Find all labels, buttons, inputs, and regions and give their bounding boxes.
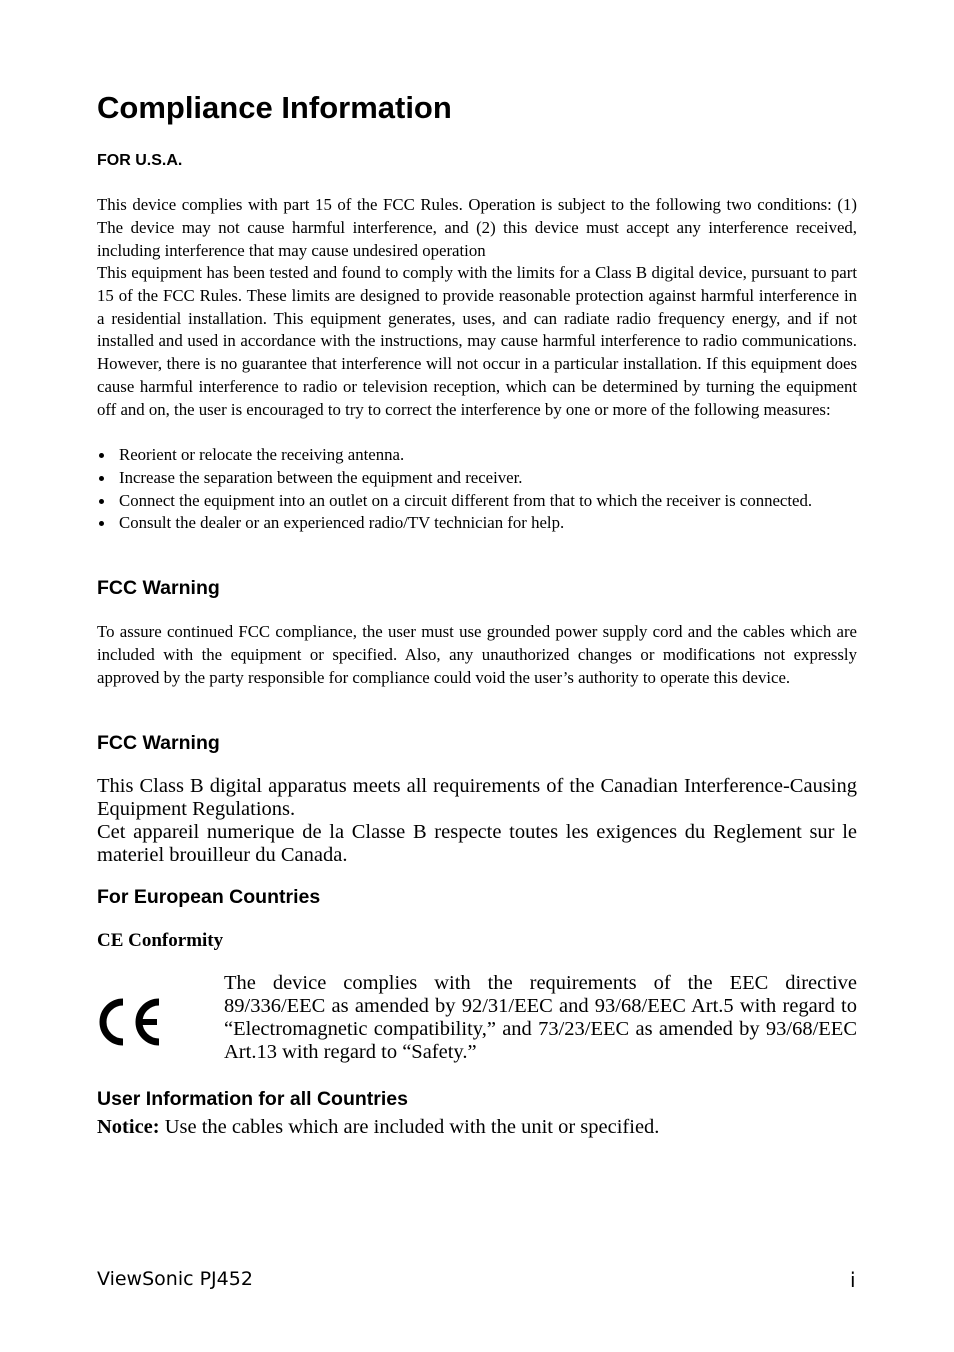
ce-mark-icon <box>97 996 163 1048</box>
fcc-warning-heading-1: FCC Warning <box>97 577 220 599</box>
europe-heading: For European Countries <box>97 886 321 908</box>
usa-paragraph-1: This device complies with part 15 of the FCC Rules. Operation is subject to the following two conditions: (1) The device may not cause harmful interference, and (2) this device must accept any interference received, including interference that may cause undesired operation <box>97 195 857 260</box>
list-item: Increase the separation between the equipment and receiver. <box>97 467 857 490</box>
measures-list <box>97 444 857 535</box>
footer-model: ViewSonic PJ452 <box>97 1268 253 1290</box>
usa-paragraph-2: This equipment has been tested and found to comply with the limits for a Class B digital device, pursuant to part 15 of the FCC Rules. These limits are designed to provide reasonable protection against harmful interference in a residential installation. This equipment generates, uses, and can radiate radio frequency energy, and if not installed and used in accordance with the instructions, may cause harmful interference to radio communications. However, there is no guarantee that interference will not occur in a particular installation. If this equipment does cause harmful interference to radio or television reception, which can be determined by turning the equipment off and on, the user is encouraged to try to correct the interference by one or more of the following measures: <box>97 263 857 419</box>
list-item: Connect the equipment into an outlet on a circuit different from that to which the receiver is connected. <box>97 490 857 513</box>
list-item: Consult the dealer or an experienced radio/TV technician for help. <box>97 512 857 535</box>
footer-page-number: i <box>850 1268 856 1292</box>
fcc-warning-text-1: To assure continued FCC compliance, the user must use grounded power supply cord and the cables which are included with the equipment or specified. Also, any unauthorized changes or modifications not expressly approved by the party responsible for compliance could void the user’s authority to operate this device. <box>97 622 857 687</box>
list-item: Reorient or relocate the receiving antenna. <box>97 444 857 467</box>
ce-conformity-text: The device complies with the requirements of the EEC directive 89/336/EEC as amended by 92/31/EEC and 93/68/EEC Art.5 with regard to “Electromagnetic compatibility,” and 73/23/EEC as amended by 93/68/EEC Art.13 with regard to “Safety.” <box>224 972 857 1063</box>
notice-text: Use the cables which are included with the unit or specified. <box>159 1116 660 1138</box>
user-info-heading: User Information for all Countries <box>97 1088 408 1110</box>
ce-conformity-heading: CE Conformity <box>97 930 224 951</box>
page-title: Compliance Information <box>97 90 452 125</box>
usa-heading: FOR U.S.A. <box>97 152 183 169</box>
canada-statement-fr: Cet appareil numerique de la Classe B respecte toutes les exigences du Reglement sur le materiel brouilleur du Canada. <box>97 821 857 866</box>
notice-label: Notice: <box>97 1116 160 1138</box>
fcc-warning-heading-2: FCC Warning <box>97 732 220 754</box>
canada-statement-en: This Class B digital apparatus meets all requirements of the Canadian Interference-Causing Equipment Regulations. <box>97 775 857 820</box>
notice-paragraph <box>97 1115 659 1139</box>
